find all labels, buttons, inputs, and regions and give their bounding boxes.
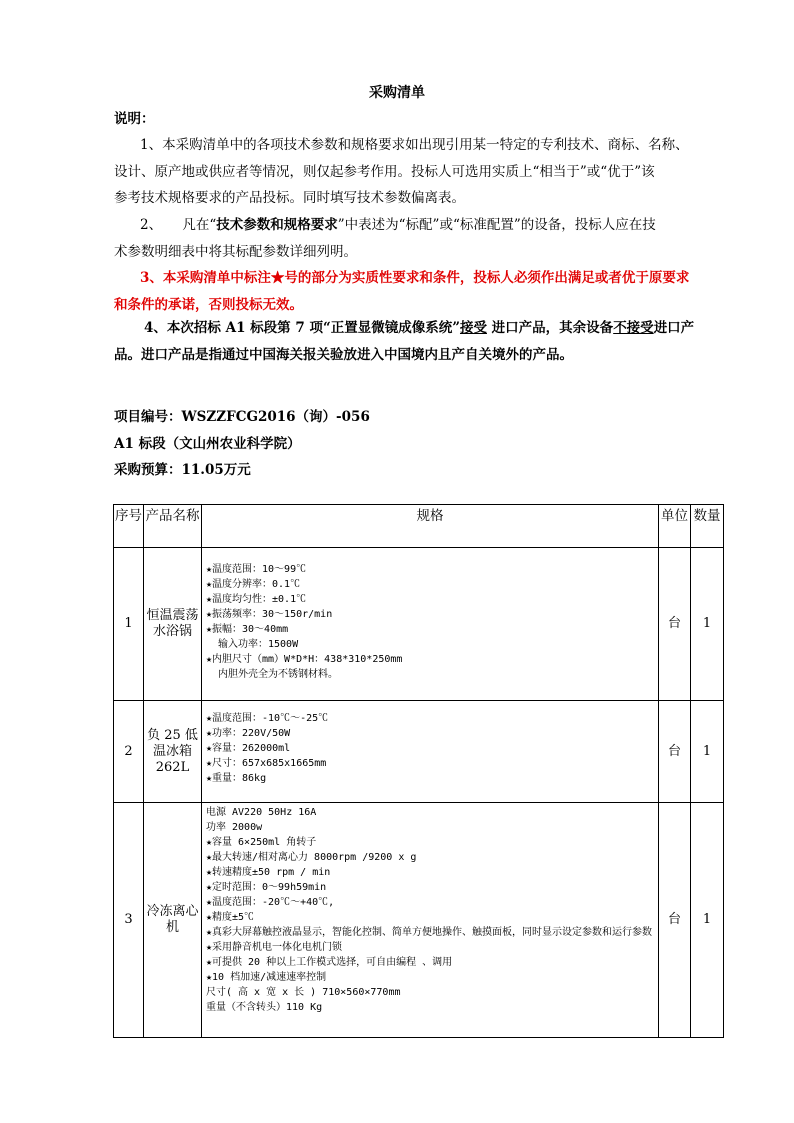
row-unit: 台 <box>659 701 691 803</box>
paragraph-3-line: 和条件的承诺，否则投标无效。 <box>114 296 303 313</box>
spec-line: ★温度范围：-20℃～+40℃, <box>206 897 335 908</box>
paragraph-1-line: 参考技术规格要求的产品投标。同时填写技术参数偏离表。 <box>114 190 465 206</box>
row-qty: 1 <box>691 548 724 701</box>
spec-line: ★振幅：30～40mm <box>206 624 289 635</box>
spec-line: ★真彩大屏幕触控液晶显示，智能化控制、简单方便地操作、触摸面板，同时显示设定参数和运行参数 <box>206 927 653 938</box>
paragraph-2-line: 术参数明细表中将其标配参数详细列明。 <box>114 243 357 260</box>
spec-line: 尺寸( 高 x 宽 x 长 ) 710×560×770mm <box>206 987 401 998</box>
paragraph-3-warning <box>114 265 718 318</box>
table-row <box>114 548 724 701</box>
spec-line: ★容量：262000ml <box>206 743 291 754</box>
paragraph-4-line: 品。进口产品是指通过中国海关报关验放进入中国境内且产自关境外的产品。 <box>114 346 573 363</box>
spec-line: ★可提供 20 种以上工作模式选择，可自由编程 、调用 <box>206 957 453 968</box>
spec-line: ★转速精度±50 rpm / min <box>206 867 331 878</box>
row-spec <box>202 803 659 1038</box>
row-no: 1 <box>114 548 144 701</box>
header-spec: 规格 <box>202 505 659 548</box>
row-unit: 台 <box>659 548 691 701</box>
paragraph-2-line: 2、 凡在“技术参数和规格要求”中表述为“标配”或“标准配置”的设备，投标人应在技 <box>140 217 656 233</box>
budget: 采购预算：11.05万元 <box>114 462 251 478</box>
spec-line: ★温度范围：10～99℃ <box>206 564 307 575</box>
row-spec <box>202 548 659 701</box>
explanation-heading: 说明： <box>114 111 155 127</box>
project-number: 项目编号：WSZZFCG2016（询）-056 <box>114 409 370 425</box>
procurement-table <box>113 504 724 1038</box>
spec-line: ★定时范围：0～99h59min <box>206 882 327 893</box>
header-qty: 数量 <box>691 505 724 548</box>
table-row <box>114 701 724 803</box>
header-name: 产品名称 <box>144 505 202 548</box>
table-header-row <box>114 505 724 548</box>
page-title: 采购清单 <box>369 85 425 101</box>
spec-line: ★功率：220V/50W <box>206 728 291 739</box>
spec-line: ★最大转速/相对离心力 8000rpm /9200 x g <box>206 852 417 863</box>
spec-line: 功率 2000w <box>206 822 263 833</box>
spec-line: ★重量：86kg <box>206 773 267 784</box>
spec-line: 电源 AV220 50Hz 16A <box>206 807 317 818</box>
spec-line: ★振荡频率：30～150r/min <box>206 609 333 620</box>
spec-line: 重量（不含转头）110 Kg <box>206 1002 323 1013</box>
spec-line: ★精度±5℃ <box>206 912 255 923</box>
row-no: 3 <box>114 803 144 1038</box>
header-unit: 单位 <box>659 505 691 548</box>
row-qty: 1 <box>691 701 724 803</box>
paragraph-1-line: 设计、原产地或供应者等情况，则仅起参考作用。投标人可选用实质上“相当于”或“优于”该 <box>114 163 655 180</box>
spec-line: ★温度均匀性：±0.1℃ <box>206 594 307 605</box>
row-no: 2 <box>114 701 144 803</box>
paragraph-2 <box>114 212 718 265</box>
paragraph-1 <box>114 132 718 212</box>
paragraph-3-line: 3、本采购清单中标注★号的部分为实质性要求和条件，投标人必须作出满足或者优于原要求 <box>140 270 690 286</box>
header-no: 序号 <box>114 505 144 548</box>
row-name: 负 25 低温冰箱 262L <box>144 701 202 803</box>
row-unit: 台 <box>659 803 691 1038</box>
row-name: 恒温震荡水浴锅 <box>144 548 202 701</box>
spec-line: ★温度范围：-10℃～-25℃ <box>206 713 329 724</box>
spec-line: ★采用静音机电一体化电机门锁 <box>206 942 343 953</box>
table-row <box>114 803 724 1038</box>
paragraph-4 <box>114 315 718 368</box>
spec-line: ★容量 6×250ml 角转子 <box>206 837 317 848</box>
paragraph-4-line: 4、本次招标 A1 标段第 7 项“正置显微镜成像系统”接受 进口产品，其余设备不接受进口产 <box>144 320 695 336</box>
row-name: 冷冻离心机 <box>144 803 202 1038</box>
spec-line: ★温度分辨率：0.1℃ <box>206 579 301 590</box>
row-qty: 1 <box>691 803 724 1038</box>
spec-line: ★10 档加速/减速速率控制 <box>206 972 327 983</box>
paragraph-1-line: 1、本采购清单中的各项技术参数和规格要求如出现引用某一特定的专利技术、商标、名称、 <box>140 137 689 153</box>
row-spec <box>202 701 659 803</box>
lot-name: A1 标段（文山州农业科学院） <box>114 436 301 452</box>
spec-line: ★内胆尺寸（mm）W*D*H：438*310*250mm <box>206 654 403 665</box>
spec-line: 输入功率：1500W <box>218 639 299 650</box>
spec-line: 内胆外壳全为不锈钢材料。 <box>218 669 338 680</box>
spec-line: ★尺寸：657x685x1665mm <box>206 758 327 769</box>
